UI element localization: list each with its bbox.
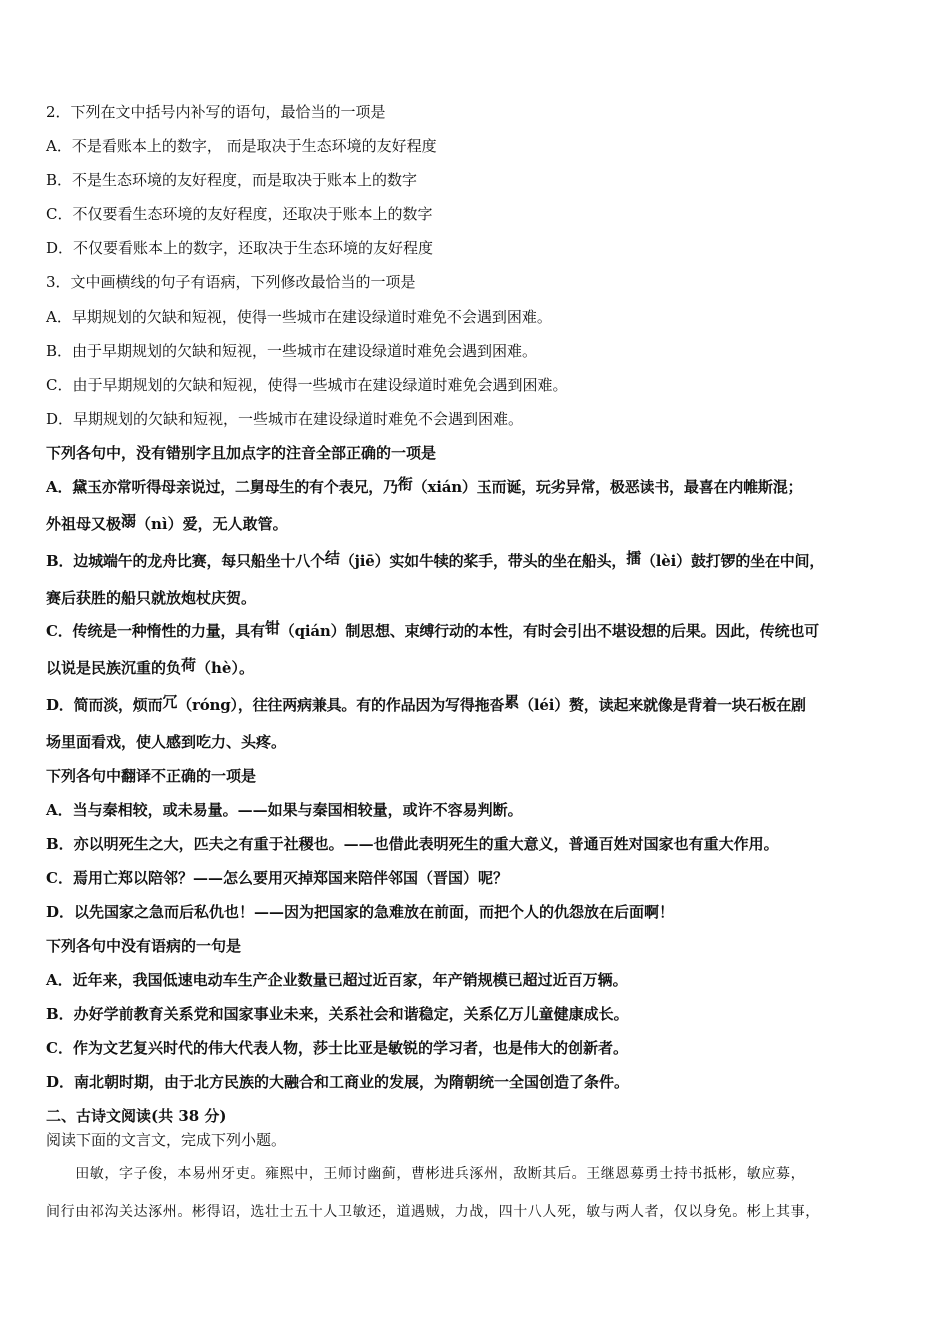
q2-stem: 2．下列在文中括号内补写的语句，最恰当的一项是 (46, 103, 386, 121)
qpinyin-option-d-line1: D．简而淡，烦而冗（róng），往往两病兼具。有的作品因为写得拖沓累（léi）赘，读起来就像是背着一块石板在剧 (46, 693, 806, 714)
q2-option-d: D．不仅要看账本上的数字，还取决于生态环境的友好程度 (46, 239, 434, 257)
qtranslate-stem: 下列各句中翻译不正确的一项是 (46, 767, 257, 785)
qgrammar-option-c: C．作为文艺复兴时代的伟大代表人物，莎士比亚是敏锐的学习者，也是伟大的创新者。 (46, 1039, 628, 1057)
qpinyin-option-a-line2: 外祖母又极溺（nì）爱，无人敢管。 (46, 512, 288, 533)
qgrammar-option-a: A．近年来，我国低速电动车生产企业数量已超过近百家，年产销规模已超过近百万辆。 (46, 971, 628, 989)
qgrammar-option-b: B．办好学前教育关系党和国家事业未来，关系社会和谐稳定，关系亿万儿童健康成长。 (46, 1005, 629, 1023)
qpinyin-option-b-line1: B．边城端午的龙舟比赛，每只船坐十八个结（jiē）实如牛犊的桨手，带头的坐在船头，擂（lèi）鼓打锣的坐在中间， (46, 549, 825, 570)
qtranslate-option-a: A．当与秦相较，或未易量。——如果与秦国相较量，或许不容易判断。 (46, 801, 523, 819)
qtranslate-option-b: B．亦以明死生之大，匹夫之有重于社稷也。——也借此表明死生的重大意义，普通百姓对国家也有重大作用。 (46, 835, 779, 853)
dotted-char: 结 (324, 549, 340, 567)
qgrammar-option-d: D．南北朝时期，由于北方民族的大融合和工商业的发展，为隋朝统一全国创造了条件。 (46, 1073, 630, 1091)
dotted-char: 累 (504, 693, 520, 711)
q2-option-b: B．不是生态环境的友好程度，而是取决于账本上的数字 (46, 171, 418, 189)
q3-stem: 3．文中画横线的句子有语病，下列修改最恰当的一项是 (46, 273, 416, 291)
dotted-char: 冗 (162, 693, 178, 711)
dotted-char: 荷 (181, 656, 197, 674)
q2-option-a: A．不是看账本上的数字， 而是取决于生态环境的友好程度 (46, 137, 437, 155)
qpinyin-stem: 下列各句中，没有错别字且加点字的注音全部正确的一项是 (46, 444, 437, 462)
passage-line-2: 间行由祁沟关达涿州。彬得诏，选壮士五十人卫敏还，道遇贼，力战，四十八人死，敏与两人者，仅以身免。彬上其事， (46, 1204, 820, 1220)
qpinyin-option-a-line1: A．黛玉亦常听得母亲说过，二舅母生的有个表兄，乃衔（xián）玉而诞，玩劣异常，极恶读书，最喜在内帷斯混； (46, 475, 803, 496)
qpinyin-option-d-line2: 场里面看戏，使人感到吃力、头疼。 (46, 733, 287, 751)
qpinyin-option-b-line2: 赛后获胜的船只就放炮杖庆贺。 (46, 589, 257, 607)
dotted-char: 衔 (397, 475, 413, 493)
section-heading: 二、古诗文阅读(共 38 分) (46, 1107, 227, 1125)
passage-line-1: 田敏，字子俊，本易州牙吏。雍熙中，王师讨幽蓟，曹彬进兵涿州，敌断其后。王继恩募勇士持书抵彬，敏应募， (46, 1166, 806, 1182)
q3-option-c: C．由于早期规划的欠缺和短视，使得一些城市在建设绿道时难免会遇到困难。 (46, 376, 568, 394)
qtranslate-option-d: D．以先国家之急而后私仇也！——因为把国家的急难放在前面，而把个人的仇怨放在后面啊！ (46, 903, 675, 921)
dotted-char: 擂 (626, 549, 641, 567)
qgrammar-stem: 下列各句中没有语病的一句是 (46, 937, 242, 955)
qtranslate-option-c: C．焉用亡郑以陪邻？——怎么要用灭掉郑国来陪伴邻国（晋国）呢？ (46, 869, 508, 887)
section-instruction: 阅读下面的文言文，完成下列小题。 (46, 1131, 287, 1149)
dotted-char: 溺 (121, 512, 137, 530)
dotted-char: 钳 (264, 619, 280, 637)
qpinyin-option-c-line2: 以说是民族沉重的负荷（hè）。 (46, 656, 254, 677)
q2-option-c: C．不仅要看生态环境的友好程度，还取决于账本上的数字 (46, 205, 433, 223)
q3-option-a: A．早期规划的欠缺和短视，使得一些城市在建设绿道时难免不会遇到困难。 (46, 308, 552, 326)
qpinyin-option-c-line1: C．传统是一种惰性的力量，具有钳（qián）制思想、束缚行动的本性，有时会引出不堪设想的后果。因此，传统也可 (46, 619, 819, 640)
q3-option-d: D．早期规划的欠缺和短视，一些城市在建设绿道时难免不会遇到困难。 (46, 410, 524, 428)
q3-option-b: B．由于早期规划的欠缺和短视，一些城市在建设绿道时难免会遇到困难。 (46, 342, 538, 360)
